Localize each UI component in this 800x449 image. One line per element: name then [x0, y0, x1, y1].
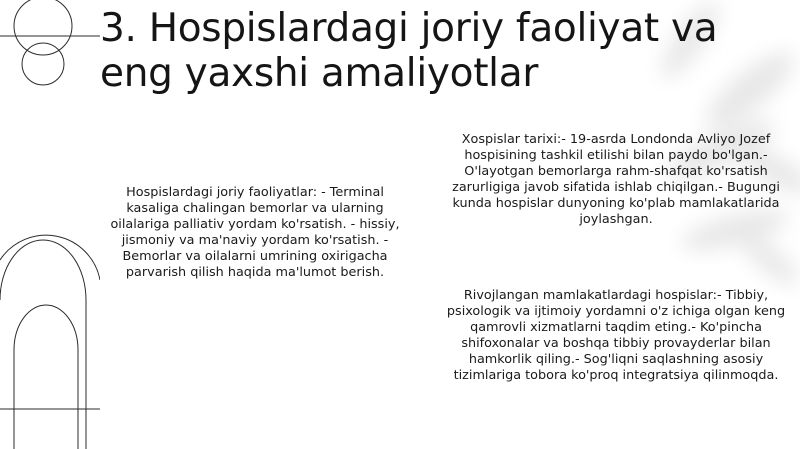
- developed-countries-text: Rivojlangan mamlakatlardagi hospislar:- Tibbiy, psixologik va ijtimoiy yordamni o'z ichiga olgan keng qamrovli xizmatlarni taqdim eting.- Ko'pincha shifoxonalar va boshqa tibbiy provayderlar bilan hamkorlik qiling.- Sog'liqni saqlashning asosiy tizimlariga tobora ko'proq integratsiya qilinmoqda.: [446, 288, 786, 383]
- hospice-history-text: Xospislar tarixi:- 19-asrda Londonda Avliyo Jozef hospisining tashkil etilishi bilan paydo bo'lgan.- O'layotgan bemorlarga rahm-shafqat ko'rsatish zarurligiga javob sifatida ishlab chiqilgan.- Bugungi kunda hospislar dunyoning ko'plab mamlakatlarida joylashgan.: [452, 132, 780, 227]
- current-activities-text: Hospislardagi joriy faoliyatlar: - Terminal kasaliga chalingan bemorlar va ularning oilalariga palliativ yordam ko'rsatish. - hissiy, jismoniy va ma'naviy yordam ko'rsatish. - Bemorlar va oilalarni umrining oxirigacha parvarish qilish haqida ma'lumot berish.: [110, 185, 400, 280]
- slide-title: 3. Hospislardagi joriy faoliyat va eng yaxshi amaliyotlar: [100, 6, 718, 96]
- left-line-decoration: [0, 0, 100, 449]
